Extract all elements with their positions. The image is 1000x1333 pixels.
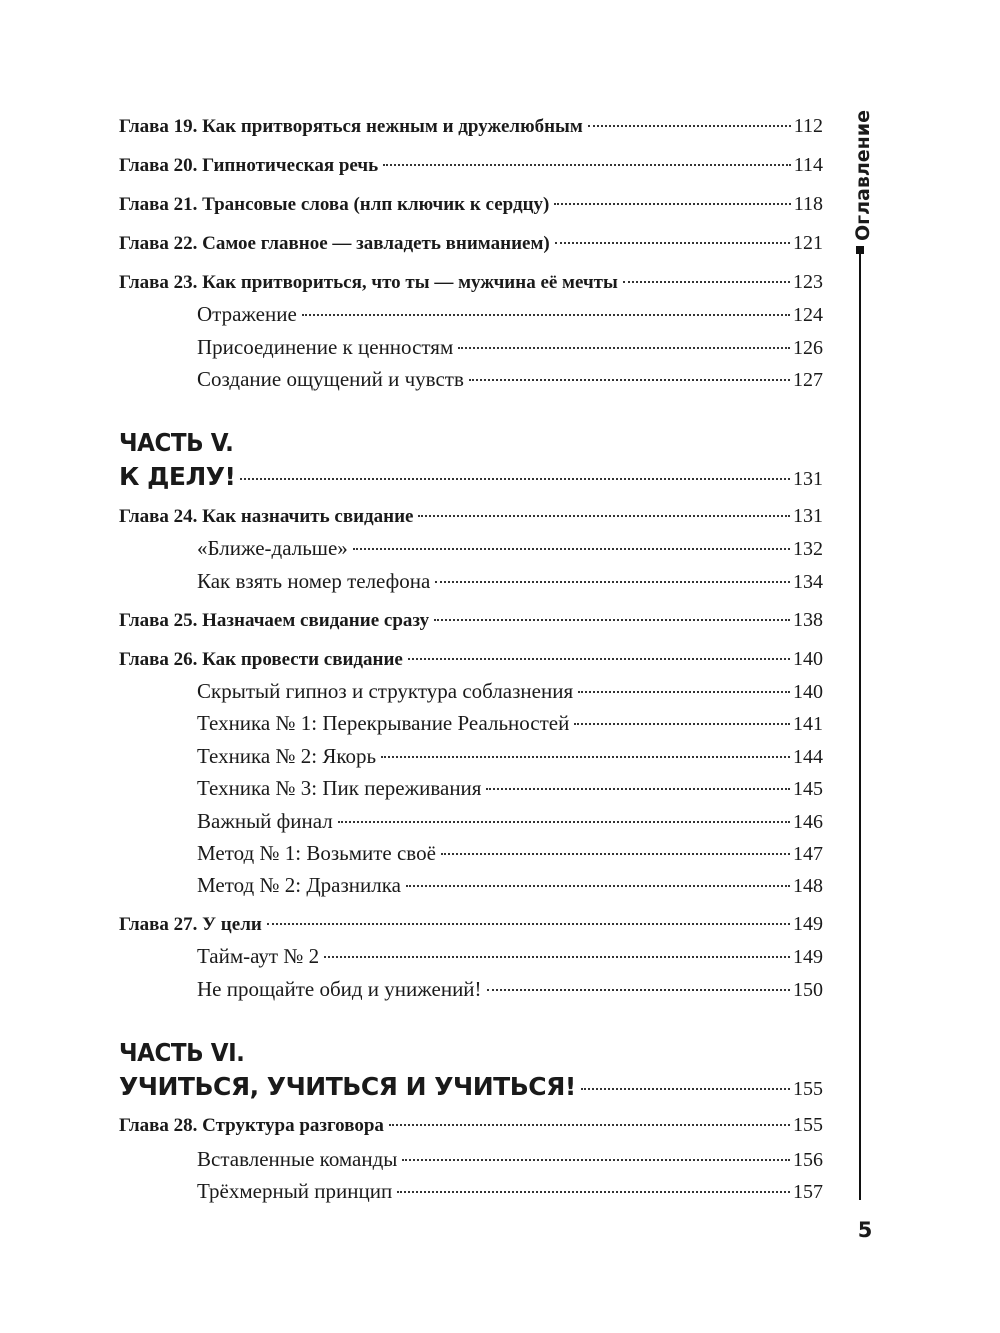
toc-entry-chapter-21[interactable] <box>119 193 823 216</box>
toc-entry-section[interactable] <box>197 302 823 327</box>
toc-entry-page: 149 <box>793 946 823 968</box>
dot-leader <box>555 242 790 244</box>
toc-entry-page: 147 <box>793 843 823 865</box>
toc-entry-section[interactable] <box>197 873 823 898</box>
dot-leader <box>353 548 790 550</box>
toc-entry-part-5[interactable] <box>119 462 823 491</box>
dot-leader <box>324 956 790 958</box>
toc-entry-page: 127 <box>793 369 823 391</box>
toc-entry-page: 123 <box>793 271 823 293</box>
toc-entry-chapter-23[interactable] <box>119 271 823 294</box>
toc-entry-section[interactable] <box>197 977 823 1002</box>
toc-entry-section[interactable] <box>197 367 823 392</box>
toc-entry-title: Глава 26. Как провести свидание <box>119 649 403 670</box>
toc-entry-page: 155 <box>793 1114 823 1136</box>
dot-leader <box>389 1124 790 1126</box>
toc-entry-part-6[interactable] <box>119 1072 823 1101</box>
toc-entry-chapter-20[interactable] <box>119 154 823 177</box>
toc-entry-section[interactable] <box>197 536 823 561</box>
dot-leader <box>302 314 790 316</box>
toc-entry-section[interactable] <box>197 711 823 736</box>
toc-entry-page: 131 <box>793 505 823 527</box>
toc-entry-page: 126 <box>793 337 823 359</box>
toc-entry-page: 145 <box>793 778 823 800</box>
toc-entry-title: Глава 19. Как притворяться нежным и дружелюбным <box>119 116 583 137</box>
toc-entry-title: Как взять номер телефона <box>197 569 431 593</box>
toc-entry-title: «Ближе-дальше» <box>197 536 348 560</box>
toc-entry-page: 114 <box>793 154 823 176</box>
toc-entry-page: 121 <box>793 232 823 254</box>
toc-entry-page: 124 <box>793 304 823 326</box>
toc-entry-page: 144 <box>793 746 823 768</box>
toc-entry-chapter-28[interactable] <box>119 1114 823 1137</box>
toc-entry-title: Трёхмерный принцип <box>197 1179 393 1203</box>
toc-entry-title: Отражение <box>197 302 297 326</box>
toc-entry-page: 131 <box>793 468 823 490</box>
toc-entry-chapter-24[interactable] <box>119 505 823 528</box>
toc-entry-title: Скрытый гипноз и структура соблазнения <box>197 679 574 703</box>
toc-entry-page: 138 <box>793 609 823 631</box>
toc-entry-title: Техника № 2: Якорь <box>197 744 377 768</box>
toc-entry-page: 140 <box>793 681 823 703</box>
toc-entry-title: Техника № 1: Перекрывание Реальностей <box>197 711 570 735</box>
dot-leader <box>469 379 790 381</box>
toc-entry-chapter-26[interactable] <box>119 648 823 671</box>
dot-leader <box>381 756 790 758</box>
dot-leader <box>267 923 790 925</box>
part-heading-label: ЧАСТЬ VI. <box>119 1038 245 1067</box>
dot-leader <box>588 125 791 127</box>
toc-entry-title: Важный финал <box>197 809 333 833</box>
toc-entry-title: Вставленные команды <box>197 1147 398 1171</box>
toc-entry-page: 155 <box>793 1078 823 1100</box>
toc-entry-chapter-27[interactable] <box>119 913 823 936</box>
toc-entry-page: 118 <box>793 193 823 215</box>
side-rule <box>859 252 861 1200</box>
toc-entry-title: Глава 23. Как притвориться, что ты — мужчина её мечты <box>119 272 618 293</box>
toc-entry-title: Метод № 1: Возьмите своё <box>197 841 436 865</box>
toc-entry-title: Глава 21. Трансовые слова (нлп ключик к сердцу) <box>119 194 550 215</box>
toc-entry-chapter-19[interactable] <box>119 115 823 138</box>
dot-leader <box>554 203 790 205</box>
toc-entry-page: 149 <box>793 913 823 935</box>
dot-leader <box>408 658 790 660</box>
dot-leader <box>574 723 790 725</box>
toc-entry-page: 134 <box>793 571 823 593</box>
toc-entry-section[interactable] <box>197 776 823 801</box>
toc-entry-section[interactable] <box>197 1179 823 1204</box>
toc-entry-section[interactable] <box>197 944 823 969</box>
dot-leader <box>406 885 790 887</box>
dot-leader <box>441 853 790 855</box>
toc-entry-title: Глава 25. Назначаем свидание сразу <box>119 610 430 631</box>
running-section-title: Оглавление <box>852 110 874 242</box>
toc-entry-title: Глава 28. Структура разговора <box>119 1115 384 1136</box>
dot-leader <box>435 581 790 583</box>
toc-entry-title: Метод № 2: Дразнилка <box>197 873 401 897</box>
toc-entry-section[interactable] <box>197 335 823 360</box>
dot-leader <box>487 989 790 991</box>
dot-leader <box>486 788 790 790</box>
toc-entry-section[interactable] <box>197 569 823 594</box>
toc-entry-title: Глава 24. Как назначить свидание <box>119 506 414 527</box>
page-number: 5 <box>857 1218 873 1242</box>
toc-entry-page: 157 <box>793 1181 823 1203</box>
dot-leader <box>578 691 790 693</box>
toc-entry-page: 156 <box>793 1149 823 1171</box>
toc-entry-page: 146 <box>793 811 823 833</box>
toc-entry-section[interactable] <box>197 809 823 834</box>
toc-entry-title: Техника № 3: Пик переживания <box>197 776 482 800</box>
toc-entry-page: 112 <box>793 115 823 137</box>
dot-leader <box>581 1088 790 1090</box>
dot-leader <box>458 347 790 349</box>
dot-leader <box>402 1159 790 1161</box>
toc-entry-title: Глава 20. Гипнотическая речь <box>119 155 379 176</box>
toc-entry-title: Создание ощущений и чувств <box>197 367 464 391</box>
toc-entry-section[interactable] <box>197 679 823 704</box>
dot-leader <box>434 619 790 621</box>
toc-entry-title: Присоединение к ценностям <box>197 335 454 359</box>
toc-entry-page: 148 <box>793 875 823 897</box>
toc-entry-section[interactable] <box>197 744 823 769</box>
toc-entry-title: Не прощайте обид и унижений! <box>197 977 482 1001</box>
toc-entry-page: 132 <box>793 538 823 560</box>
toc-entry-title: Глава 22. Самое главное — завладеть вниманием) <box>119 233 550 254</box>
toc-entry-title: К ДЕЛУ! <box>119 462 236 491</box>
toc-entry-page: 140 <box>793 648 823 670</box>
dot-leader <box>418 515 790 517</box>
dot-leader <box>397 1191 790 1193</box>
part-heading-label: ЧАСТЬ V. <box>119 428 234 457</box>
toc-entry-chapter-25[interactable] <box>119 609 823 632</box>
dot-leader <box>240 478 790 480</box>
dot-leader <box>338 821 790 823</box>
toc-entry-page: 150 <box>793 979 823 1001</box>
toc-entry-section[interactable] <box>197 841 823 866</box>
dot-leader <box>383 164 791 166</box>
dot-leader <box>623 281 790 283</box>
toc-entry-page: 141 <box>793 713 823 735</box>
toc-entry-title: УЧИТЬСЯ, УЧИТЬСЯ И УЧИТЬСЯ! <box>119 1072 576 1101</box>
toc-entry-title: Глава 27. У цели <box>119 914 262 935</box>
toc-entry-title: Тайм-аут № 2 <box>197 944 320 968</box>
toc-entry-chapter-22[interactable] <box>119 232 823 255</box>
toc-entry-section[interactable] <box>197 1147 823 1172</box>
